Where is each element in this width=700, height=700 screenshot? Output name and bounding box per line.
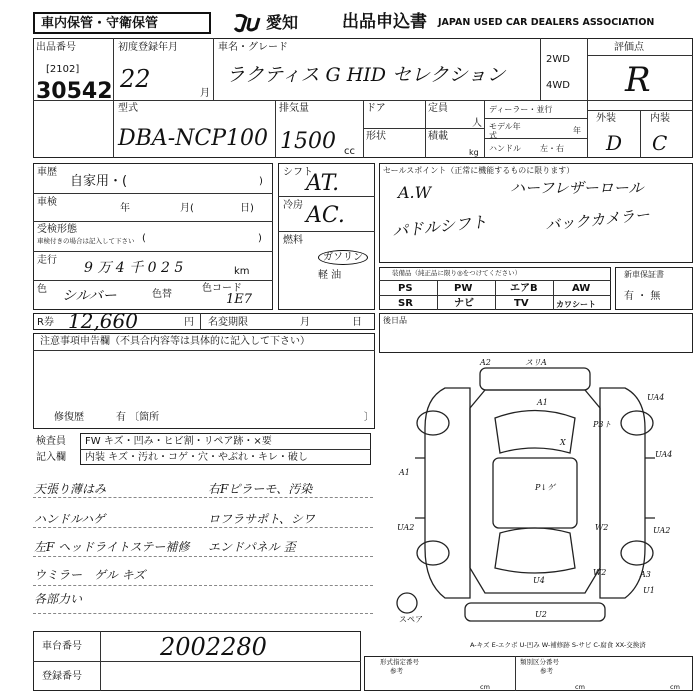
note-right-1: 右Fピラーモ、汚染 — [208, 482, 313, 496]
model-value: DBA-NCP100 — [118, 126, 269, 151]
warranty-label: 新車保証書 — [624, 270, 664, 279]
chassis-label: 車台番号 — [42, 641, 82, 652]
mileage-value: 9 万 4 千 0 2 5 — [84, 260, 184, 276]
displacement-label: 排気量 — [279, 103, 309, 114]
chassis-value: 2002280 — [160, 633, 267, 661]
storage-stamp — [33, 12, 211, 34]
interior-label: 内装 — [650, 113, 670, 124]
handle-options: 左・右 — [540, 144, 564, 153]
lot-sub: [2102] — [46, 64, 80, 75]
shape-label: 形状 — [366, 131, 386, 142]
interior-value: C — [652, 131, 668, 155]
org-name: 愛知 — [266, 13, 299, 32]
equipment-item-navi: ナビ — [454, 298, 474, 309]
drive-4wd: 4WD — [546, 80, 570, 91]
int-row: 内装 キズ・汚れ・コゲ・穴・やぶれ・キレ・破し — [85, 452, 308, 463]
selling-point-2: パドルシフト — [391, 212, 488, 241]
shift-label: シフト — [283, 167, 313, 178]
inspection-month: 月( — [180, 203, 194, 214]
selling-point-4: バックカメラー — [544, 205, 651, 235]
ac-label: 冷房 — [283, 200, 303, 211]
accept-label: 受検形態 — [37, 224, 77, 235]
model-label: 型式 — [118, 103, 138, 114]
color-code-value: 1E7 — [226, 292, 253, 307]
mileage-label: 走行 — [37, 255, 57, 266]
equipment-item-leather: カワシート — [556, 300, 596, 309]
note-left-1: 天張り薄はみ — [34, 482, 107, 496]
equipment-item-tv: TV — [514, 298, 529, 309]
recycle-label: R券 — [37, 317, 54, 328]
mileage-unit: km — [234, 266, 250, 277]
equipment-item-ps: PS — [398, 283, 413, 294]
color-value: シルバー — [62, 288, 117, 304]
reg-sub-2: 類別区分番号 — [520, 658, 559, 666]
diagram-mark-10: UA2 — [397, 523, 415, 532]
cc-unit: cc — [344, 146, 355, 157]
name-change-label: 名変期限 — [208, 317, 248, 328]
later-items-block — [379, 313, 693, 353]
capacity-label: 定員 — [428, 103, 448, 114]
load-unit: kg — [469, 148, 479, 157]
diagram-mark-13: U4 — [533, 576, 545, 585]
diagram-mark-12: UA2 — [653, 526, 671, 535]
first-reg-year: 22 — [120, 65, 151, 93]
ref-label-1: 参考 — [390, 667, 403, 675]
diagram-mark-9: P↓ゲ — [535, 483, 556, 492]
shift-value: AT. — [306, 171, 340, 196]
car-outline-icon — [385, 358, 685, 636]
carname-value: ラクティス G HID セレクション — [226, 64, 506, 86]
recycle-unit: 円 — [184, 317, 194, 328]
drive-2wd: 2WD — [546, 54, 570, 65]
warranty-options: 有 ・ 無 — [624, 291, 661, 302]
diagram-mark-4: UA4 — [647, 393, 665, 402]
model-year-label: モデル年式 — [489, 122, 521, 140]
storage-stamp-text: 車内保管・守衛保管 — [41, 16, 159, 31]
dealer-label: ディーラー・並行 — [489, 105, 553, 114]
equipment-item-pw: PW — [454, 283, 473, 294]
year-unit: 年 — [573, 126, 581, 135]
lot-label: 出品番号 — [36, 42, 76, 53]
note-right-2: ロフラサポト、シワ — [208, 512, 315, 526]
color-code-label: 色コード — [202, 283, 242, 294]
diagram-mark-1: A2 — [480, 358, 491, 367]
inspection-day: 日) — [240, 203, 254, 214]
note-right-3: エンドパネル 歪 — [208, 540, 296, 554]
capacity-unit: 人 — [472, 118, 482, 129]
exterior-value: D — [606, 131, 623, 155]
cm-unit-1: cm — [480, 683, 490, 691]
recycle-value: 12,660 — [68, 309, 138, 333]
diagram-mark-5: P3ト — [593, 420, 612, 429]
diagram-mark-6: X — [560, 438, 566, 447]
diagram-mark-14: W2 — [593, 568, 607, 577]
history-label: 車歴 — [37, 167, 57, 178]
eval-label: 評価点 — [614, 42, 644, 53]
lot-number: 30542 — [36, 79, 113, 104]
diagram-mark-17: U2 — [535, 610, 547, 619]
repair-label: 修復歴 — [54, 412, 84, 423]
handle-label: ハンドル — [489, 144, 521, 153]
equipment-label: 装備品（純正品に限り◎をつけてください） — [392, 269, 522, 277]
diagram-mark-2: スリA — [525, 358, 547, 367]
diagram-mark-3: A1 — [537, 398, 548, 407]
eval-value: R — [625, 60, 651, 100]
carname-label: 車名・グレード — [218, 42, 288, 53]
reg-sub-1: 形式指定番号 — [380, 658, 419, 666]
exterior-label: 外装 — [596, 113, 616, 124]
selling-point-3: ハーフレザーロール — [510, 179, 644, 197]
repair-value: 有 〔箇所 — [116, 412, 160, 423]
color-label: 色 — [37, 284, 47, 295]
note-left-4: ウミラー ゲル キズ — [34, 568, 146, 582]
history-value: 自家用・( — [70, 174, 128, 189]
cm-unit-2: cm — [575, 683, 585, 691]
displacement-value: 1500 — [280, 129, 336, 154]
name-change-day: 日 — [352, 317, 362, 328]
selling-point-1: A.W — [398, 183, 432, 202]
note-left-3: 左F ヘッドライトステー補修 — [34, 540, 190, 554]
inspection-year: 年 — [120, 203, 130, 214]
diagram-mark-11: W2 — [595, 523, 609, 532]
first-reg-label: 初度登録年月 — [118, 42, 178, 53]
diagram-mark-8: A1 — [399, 468, 410, 477]
damage-legend: A-キズ E-エクボ U-凹み W-補修跡 S-サビ C-腐食 XX-交換済 — [470, 641, 646, 649]
diagram-mark-15: A3 — [640, 570, 651, 579]
reg-label: 登録番号 — [42, 671, 82, 682]
color-change-label: 色替 — [152, 289, 172, 300]
fuel-diesel: 軽 油 — [318, 270, 342, 281]
car-diagram — [385, 358, 685, 636]
door-label: ドア — [366, 103, 386, 114]
cm-unit-3: cm — [670, 683, 680, 691]
later-label: 後日品 — [383, 316, 407, 325]
accept-note: 車検付きの場合は記入して下さい — [37, 237, 135, 245]
diagram-mark-16: U1 — [643, 586, 655, 595]
note-left-5: 各部力い — [34, 592, 83, 606]
inspector-label: 検査員 — [36, 436, 66, 447]
entry-label: 記入欄 — [36, 452, 66, 463]
load-label: 積載 — [428, 131, 448, 142]
name-change-month: 月 — [300, 317, 310, 328]
form-title: 出品申込書 — [342, 12, 427, 32]
ac-value: AC. — [306, 203, 345, 228]
fuel-label: 燃料 — [283, 235, 303, 246]
spare-label: スペア — [399, 615, 423, 624]
auction-sheet: 車内保管・守衛保管 愛知 出品申込書 JAPAN USED CAR DEALERS ASSOCIATION 出品番号 [2102] 30542 初度登録年月 22 月 車名・グレード ラクティス G HID セレクション 2WD 4WD 評価点 R 型式 DBA-NCP100 排気量 1500 cc ドア 形状 定員 人 積載 kg ディーラー・並行 モデル年式 年 ハンドル 左・右 外装 内装 D C 車歴 自家用・( ) 車検 年 月( 日) 受検形態 車検付きの場合は記入して下さい ( ) 走行 9 万 4 千 0 2 5 km 色 シルバー 色替 色コード 1E7 シフト AT. 冷房 AC. 燃料 ガソリン 軽 油 セールスポイント（正常に機能するものに限ります） A.W パドルシフト ハーフレザーロール バックカメラー 装備品（純正品に限り◎をつけてください） PS PW エアB AW SR ナビ TV カワシート 新車保証書 有 ・ 無 R券 12,660 円 名変期限 月 日 後日品 注意事項申告欄（不具合内容等は具体的に記入して下さい） 修復歴 有 〔箇所 〕 検査員 記入欄 FW キズ・凹み・ヒビ割・リペア跡・×要 内装 キズ・汚れ・コゲ・穴・やぶれ・キレ・破し 天張り薄はみ ハンドルハゲ 左F ヘッドライトステー補修 ウミラー ゲル キズ 各部力い 右Fピラーモ、汚染 ロフラサポト、シワ エンドパネル 歪 A2 スリA A1 UA4 P3ト X UA4 A1 P↓ゲ UA2 W2 UA2 U4 W2 A3 U1 U2 スペア A-キズ E-エクボ U-凹み W-補修跡 S-サビ C-腐食 XX-交換済 車台番号 2002280 登録番号 形式指定番号 類別区分番号 参考 参考 cm cm cm — [0, 0, 700, 700]
equipment-item-sr: SR — [398, 298, 413, 309]
equipment-item-airbag: エアB — [510, 283, 538, 294]
fuel-gas: ガソリン — [318, 250, 368, 265]
first-reg-month-unit: 月 — [200, 88, 210, 99]
selling-label: セールスポイント（正常に機能するものに限ります） — [383, 166, 575, 175]
fw-row: FW キズ・凹み・ヒビ割・リペア跡・×要 — [85, 436, 272, 447]
association-name: JAPAN USED CAR DEALERS ASSOCIATION — [438, 17, 655, 28]
notes-block — [33, 333, 375, 429]
note-left-2: ハンドルハゲ — [34, 512, 106, 526]
inspection-label: 車検 — [37, 197, 57, 208]
equipment-item-aw: AW — [572, 283, 591, 294]
notes-label: 注意事項申告欄（不具合内容等は具体的に記入して下さい） — [40, 336, 310, 347]
ref-label-2: 参考 — [540, 667, 553, 675]
diagram-mark-7: UA4 — [655, 450, 673, 459]
